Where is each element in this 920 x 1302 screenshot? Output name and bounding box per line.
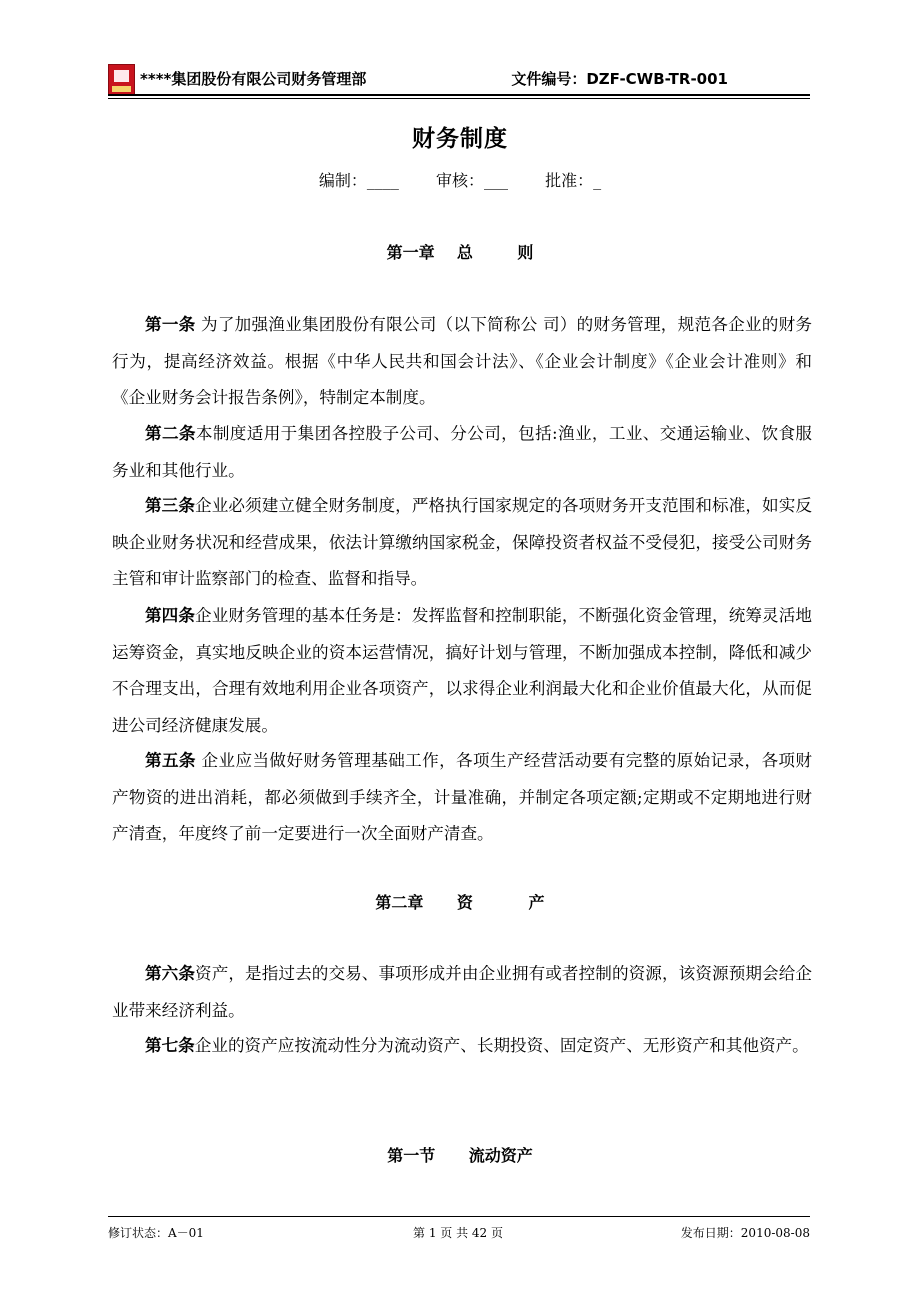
page-header xyxy=(108,64,810,98)
article-label: 第四条 xyxy=(145,605,196,625)
header-rule-thick xyxy=(108,94,810,96)
company-logo xyxy=(108,64,135,96)
article-text: 企业必须建立健全财务制度，严格执行国家规定的各项财务开支范围和标准，如实反映企业财务状况和经营成果，依法计算缴纳国家税金，保障投资者权益不受侵犯，接受公司财务主管和审计监察部门的检查、监督和指导。 xyxy=(112,496,812,588)
article-label: 第七条 xyxy=(145,1035,195,1055)
article-3 xyxy=(112,487,812,598)
document-title: 财务制度 xyxy=(412,125,508,152)
article-1 xyxy=(112,306,812,417)
article-text: 企业财务管理的基本任务是：发挥监督和控制职能，不断强化资金管理，统筹灵活地运筹资金，真实地反映企业的资本运营情况，搞好计划与管理，不断加强成本控制，降低和减少不合理支出，合理有效地利用企业各项资产，以求得企业利润最大化和企业价值最大化，从而促进公司经济健康发展。 xyxy=(112,606,812,735)
header-rule-thin xyxy=(108,98,810,99)
article-text: 资产，是指过去的交易、事项形成并由企业拥有或者控制的资源，该资源预期会给企业带来经济利益。 xyxy=(112,964,812,1020)
signature-row xyxy=(0,168,920,191)
article-4 xyxy=(112,597,812,744)
article-6 xyxy=(112,955,812,1029)
article-label: 第六条 xyxy=(145,963,196,983)
article-7 xyxy=(112,1027,812,1065)
section-1-heading: 第一节 流动资产 xyxy=(387,1146,533,1165)
footer-rule xyxy=(108,1216,810,1217)
article-text: 本制度适用于集团各控股子公司、分公司，包括:渔业，工业、交通运输业、饮食服务业和其他行业。 xyxy=(112,424,813,480)
document-number: 文件编号：DZF-CWB-TR-001 xyxy=(511,70,728,88)
article-label: 第一条 xyxy=(145,314,196,334)
revision-status: 修订状态：A－01 xyxy=(108,1226,204,1240)
article-2 xyxy=(112,415,812,489)
page-footer xyxy=(108,1216,810,1246)
article-5 xyxy=(112,742,812,853)
release-date: 发布日期：2010-08-08 xyxy=(680,1226,810,1240)
compile-field: 编制：____ xyxy=(318,171,399,190)
article-text: 企业的资产应按流动性分为流动资产、长期投资、固定资产、无形资产和其他资产。 xyxy=(194,1036,809,1055)
chapter-2-heading: 第二章 资 产 xyxy=(375,893,545,912)
page-number: 第 1 页 共 42 页 xyxy=(413,1226,503,1240)
article-label: 第三条 xyxy=(145,495,196,515)
approve-field: 批准：_ xyxy=(545,171,602,190)
article-label: 第二条 xyxy=(145,423,196,443)
review-field: 审核：___ xyxy=(435,171,508,190)
article-text: 为了加强渔业集团股份有限公司（以下简称公 司）的财务管理，规范各企业的财务行为，提高经济效益。根据《中华人民共和国会计法》、《企业会计制度》《企业会计准则》和《企业财务会计报告条例》，特制定本制度。 xyxy=(112,315,812,407)
company-name: ****集团股份有限公司财务管理部 xyxy=(140,70,367,88)
article-text: 企业应当做好财务管理基础工作，各项生产经营活动要有完整的原始记录，各项财产物资的进出消耗，都必须做到手续齐全，计量准确，并制定各项定额;定期或不定期地进行财产清查，年度终了前一定要进行一次全面财产清查。 xyxy=(112,751,812,843)
chapter-1-heading: 第一章 总 则 xyxy=(386,243,534,262)
article-label: 第五条 xyxy=(145,750,196,770)
